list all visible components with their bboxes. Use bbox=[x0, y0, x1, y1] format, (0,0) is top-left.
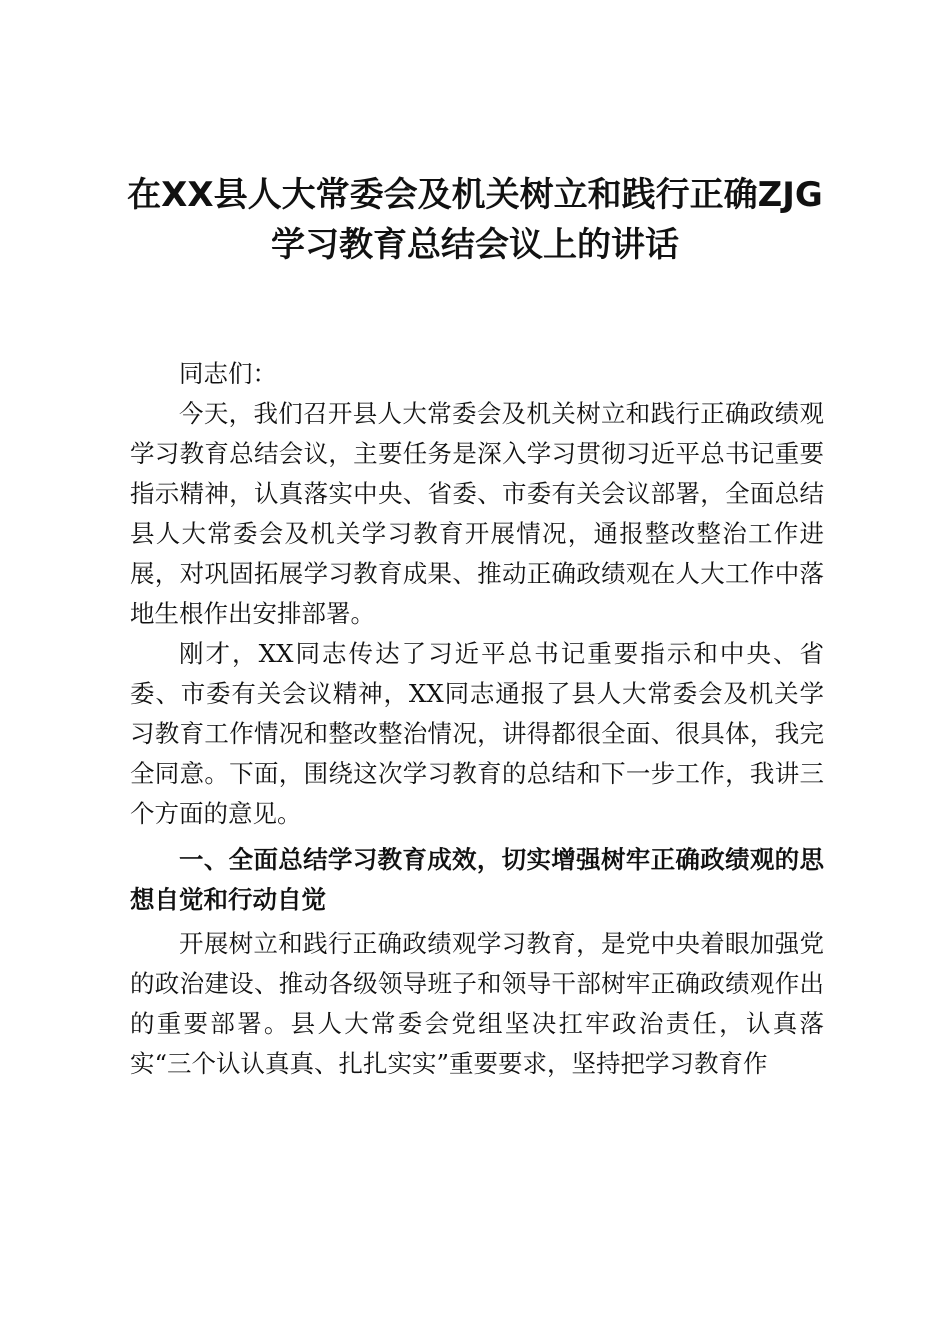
section-1-paragraph: 开展树立和践行正确政绩观学习教育，是党中央着眼加强党的政治建设、推动各级领导班子和领导干部树牢正确政绩观作出的重要部署。县人大常委会党组坚决扛牢政治责任，认真落实“三个认认真真、扎扎实实”重要要求，坚持把学习教育作 bbox=[130, 929, 824, 1078]
title-line-2: 学习教育总结会议上的讲话 bbox=[271, 225, 679, 265]
document-body bbox=[130, 354, 824, 1084]
paragraph-intro: 今天，我们召开县人大常委会及机关树立和践行正确政绩观学习教育总结会议，主要任务是深入学习贯彻习近平总书记重要指示精神，认真落实中央、省委、市委有关会议部署，全面总结县人大常委会及机关学习教育开展情况，通报整改整治工作进展，对巩固拓展学习教育成果、推动正确政绩观在人大工作中落地生根作出安排部署。 bbox=[130, 399, 824, 628]
section-heading-1: 一、全面总结学习教育成效，切实增强树牢正确政绩观的思想自觉和行动自觉 bbox=[130, 845, 824, 914]
salutation: 同志们： bbox=[179, 359, 277, 388]
paragraph-context: 刚才，XX同志传达了习近平总书记重要指示和中央、省委、市委有关会议精神，XX同志通报了县人大常委会及机关学习教育工作情况和整改整治情况，讲得都很全面、很具体，我完全同意。下面，围绕这次学习教育的总结和下一步工作，我讲三个方面的意见。 bbox=[130, 639, 824, 828]
title-line-1: 在XX县人大常委会及机关树立和践行正确ZJG bbox=[127, 175, 823, 215]
document-title bbox=[110, 170, 840, 270]
